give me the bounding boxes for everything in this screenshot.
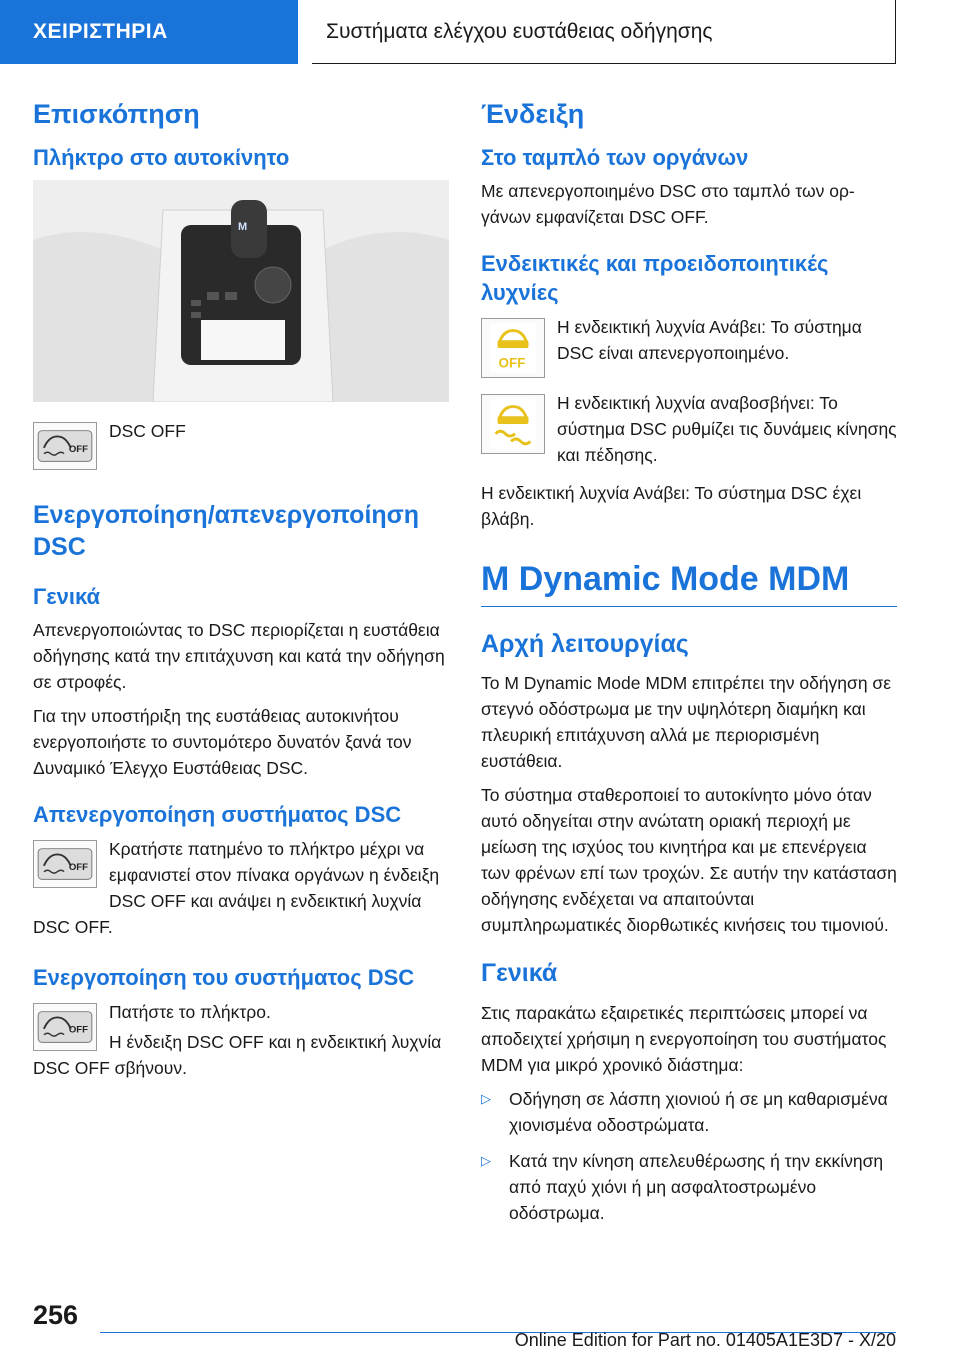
deactivate-heading: Απενεργοποίηση συστήματος DSC xyxy=(33,802,402,828)
principle-heading: Αρχή λειτουργίας xyxy=(481,630,689,659)
lamps-heading: Ενδεικτικές και προειδοποιητικές λυχνίες xyxy=(481,251,829,305)
lamp-active-text: Η ενδεικτική λυχνία αναβοσβήνει: Το σύστημα DSC ρυθμίζει τις δυνάμεις κίνησης και πέδησης. xyxy=(557,392,897,465)
cluster-paragraph: Με απενεργοποιημένο DSC στο ταμπλό των οργάνων εμφανίζεται DSC OFF. xyxy=(481,181,855,228)
overview-heading: Επισκόπηση xyxy=(33,99,200,129)
dsc-off-row xyxy=(33,418,449,474)
lamp-off-text: Η ενδεικτική λυχνία Ανάβει: Το σύστημα DSC είναι απενεργοποιημένο. xyxy=(557,316,862,363)
svg-text:OFF: OFF xyxy=(68,1024,88,1036)
svg-text:M: M xyxy=(238,221,248,234)
mdm-general-paragraph: Στις παρακάτω εξαιρετικές περιπτώσεις μπορεί να αποδειχτεί χρήσιμη η ενεργοποίηση του συστήματος MDM για μικρό χρονικό διάστημα: xyxy=(481,1002,887,1075)
activate-row xyxy=(33,999,449,1085)
dsc-off-lamp-icon xyxy=(481,318,545,378)
lamp-off-row xyxy=(481,314,897,382)
button-in-car-heading: Πλήκτρο στο αυτοκίνητο xyxy=(33,144,290,170)
dsc-off-caption: DSC OFF xyxy=(109,421,186,442)
deactivate-paragraph: Κρατήστε πατημένο το πλήκτρο μέχρι να εμφανιστεί στον πίνακα οργάνων η ένδειξη DSC OFF και ανάψει η ενδεικτική λυχνία DSC OFF. xyxy=(33,839,440,938)
svg-text:OFF: OFF xyxy=(498,354,526,370)
mdm-heading: M Dynamic Mode MDM xyxy=(481,558,897,608)
right-column xyxy=(481,98,897,1236)
general-heading: Γενικά xyxy=(33,583,101,609)
activate-dsc-heading: Ενεργοποίηση/απενεργοποίηση DSC xyxy=(33,501,420,561)
left-column xyxy=(33,98,449,1093)
principle-paragraph-2: Το σύστημα σταθεροποιεί το αυτοκίνητο μόνο όταν αυτό οδηγείται στην ανώτατη οριακή περιοχή με μείωση της ισχύος του κινητήρα και με επενέργεια των φρένων επί των τροχών. Σε αυτήν την κατάσταση οδήγησης ενδέχεται να απαιτούνται συμπληρωματικές διορθωτικές κινήσεις του τιμονιού. xyxy=(481,785,897,936)
page-number: 256 xyxy=(33,1300,79,1330)
svg-text:OFF: OFF xyxy=(68,861,88,873)
chapter-title: Συστήματα ελέγχου ευστάθειας οδήγησης xyxy=(312,0,896,64)
list-item-text: Οδήγηση σε λάσπη χιονιού ή σε μη καθαρισμένα χιονισμένα οδοστρώματα. xyxy=(509,1088,888,1135)
deactivate-row xyxy=(33,836,449,944)
lamp-fault-text: Η ενδεικτική λυχνία Ανάβει: Το σύστημα DSC έχει βλάβη. xyxy=(481,482,862,529)
principle-paragraph-1: Το M Dynamic Mode MDM επιτρέπει την οδήγηση σε στεγνό οδόστρωμα με την υψηλότερη διαμήκη και πλευρική επιτάχυνση αλλά με περιορισμένη ευστάθεια. xyxy=(481,673,892,772)
general-paragraph-2: Για την υποστήριξη της ευστάθειας αυτοκινήτου ενεργοποιήστε το συντομότερο δυνατόν ξανά τον Δυναμικό Έλεγχο Ευστάθειας DSC. xyxy=(33,706,412,779)
lamp-active-row xyxy=(481,390,897,472)
activate-system-heading: Ενεργοποίηση του συστήματος DSC xyxy=(33,965,415,991)
dsc-off-icon xyxy=(33,1003,97,1051)
dsc-off-icon xyxy=(33,840,97,888)
dsc-active-lamp-icon xyxy=(481,394,545,454)
activate-paragraph-2: Η ένδειξη DSC OFF και η ενδεικτική λυχνία DSC OFF σβήνουν. xyxy=(33,1031,442,1078)
mdm-general-heading: Γενικά xyxy=(481,959,558,988)
general-paragraph-1: Απενεργοποιώντας το DSC περιορίζεται η ευστάθεια οδήγησης κατά την επιτάχυνση και κατά την οδήγηση σε στροφές. xyxy=(33,620,445,693)
display-heading: Ένδειξη xyxy=(481,99,585,129)
footer-edition: Online Edition for Part no. 01405A1E3D7 - X/20 xyxy=(514,1330,896,1350)
dsc-off-icon xyxy=(33,422,97,470)
list-item xyxy=(481,1086,897,1138)
svg-text:OFF: OFF xyxy=(68,444,88,456)
list-item-text: Κατά την κίνηση απελευθέρωσης ή την εκκίνηση από παχύ χιόνι ή μη ασφαλτοστρωμένο οδόστρωμα. xyxy=(509,1150,884,1223)
activate-paragraph-1: Πατήστε το πλήκτρο. xyxy=(109,1001,271,1022)
triangle-bullet-icon: ▷ xyxy=(481,1152,491,1168)
section-tab: ΧΕΙΡΙΣΤΗΡΙΑ xyxy=(0,0,298,64)
list-item xyxy=(481,1148,897,1226)
triangle-bullet-icon: ▷ xyxy=(481,1090,491,1106)
cluster-heading: Στο ταμπλό των οργάνων xyxy=(481,144,749,170)
center-console-photo xyxy=(33,180,449,402)
